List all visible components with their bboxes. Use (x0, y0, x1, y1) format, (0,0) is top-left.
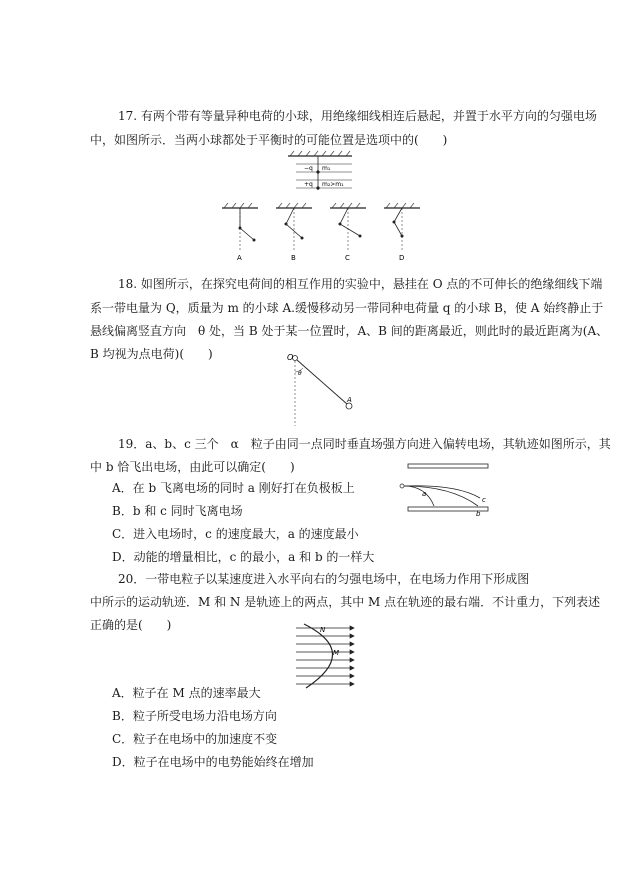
q20-label-n: N (320, 626, 326, 634)
q19-label-a: a (422, 490, 427, 498)
q17-options-figure (210, 202, 430, 264)
q17-bottom-charge-label: +q (304, 181, 313, 188)
q20-option-b: B．粒子所受电场力沿电场方向 (112, 709, 277, 723)
q18-label-a: A (347, 396, 352, 404)
q17-text-line-1: 17. 有两个带有等量异种电荷的小球，用绝缘细线相连后悬起，并置于水平方向的匀强电场 (118, 109, 597, 123)
q17-option-a-diagram (222, 203, 258, 262)
q20-text-line-2: 中所示的运动轨迹．M 和 N 是轨迹上的两点，其中 M 点在轨迹的最右端．不计重力，下列表述 (90, 595, 601, 609)
q17-top-charge-label: −q (304, 165, 313, 172)
q17-option-d-label: D (399, 254, 405, 262)
q17-text-line-2: 中，如图所示．当两小球都处于平衡时的可能位置是选项中的( ) (90, 133, 448, 147)
q19-option-d: D．动能的增量相比，c 的最小，a 和 b 的一样大 (112, 550, 375, 564)
q19-text-line-2: 中 b 恰飞出电场，由此可以确定( ) (90, 460, 295, 474)
q20-option-a: A．粒子在 M 点的速率最大 (112, 686, 261, 700)
q19-figure (396, 462, 492, 522)
q17-option-c-diagram (330, 203, 366, 262)
q17-setup-figure (280, 150, 360, 200)
q20-option-d: D．粒子在电场中的电势能始终在增加 (112, 755, 314, 769)
q18-figure (283, 350, 363, 430)
q19-option-c: C．进入电场时，c 的速度最大，a 的速度最小 (112, 527, 359, 541)
q20-field-lines (296, 626, 354, 686)
q17-option-c-label: C (345, 254, 350, 262)
q17-top-mass-label: m₁ (322, 165, 331, 172)
q20-text-line-3: 正确的是( ) (90, 618, 172, 632)
q18-text-line-3: 悬线偏离竖直方向 θ 处，当 B 处于某一位置时，A、B 间的距离最近，则此时的最近距离为(A、 (90, 324, 609, 338)
q19-text-line-1: 19．a、b、c 三个 α 粒子由同一点同时垂直场强方向进入偏转电场，其轨迹如图所示，其 (118, 437, 611, 451)
q17-option-b-diagram (276, 203, 312, 262)
q20-text-line-1: 20．一带电粒子以某速度进入水平向右的匀强电场中，在电场力作用下形成图 (118, 572, 530, 586)
q18-text-line-1: 18. 如图所示，在探究电荷间的相互作用的实验中，悬挂在 O 点的不可伸长的绝缘细线下端 (118, 277, 603, 291)
q17-option-b-label: B (291, 254, 296, 262)
q18-label-theta: θ (298, 370, 302, 377)
q19-option-a: A．在 b 飞离电场的同时 a 刚好打在负极板上 (112, 481, 355, 495)
q18-text-line-2: 系一带电量为 Q，质量为 m 的小球 A.缓慢移动另一带同种电荷量 q 的小球 B，使 A 始终静止于 (90, 301, 604, 315)
q17-option-d-diagram (384, 203, 420, 262)
q20-option-c: C．粒子在电场中的加速度不变 (112, 732, 278, 746)
q19-label-b: b (476, 510, 481, 518)
q17-option-a-label: A (237, 254, 242, 262)
q17-bottom-mass-label: m₂>m₁ (322, 181, 344, 188)
q18-text-line-4: B 均视为点电荷)( ) (90, 347, 213, 361)
q18-label-o: O (287, 353, 294, 362)
q19-option-b: B．b 和 c 同时飞离电场 (112, 504, 243, 518)
q20-label-m: M (333, 649, 340, 657)
q19-label-c: c (482, 496, 486, 504)
q20-figure (290, 620, 360, 690)
